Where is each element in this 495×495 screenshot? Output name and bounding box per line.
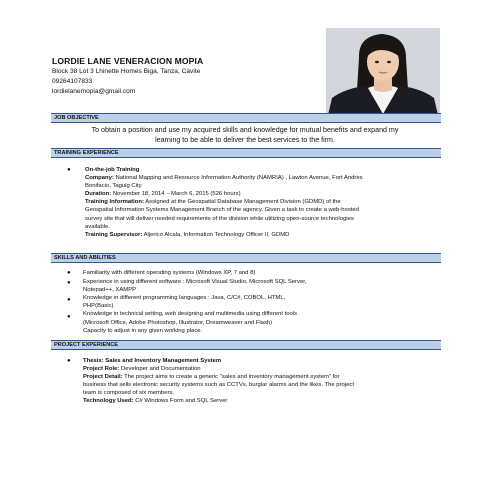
objective-line: learning to be able to deliver the best services to the firm.	[155, 135, 335, 144]
email: lordielanemopia@gmail.com	[52, 88, 136, 96]
bullet-icon: ●	[67, 280, 71, 286]
supervisor-text: Aljerico Alcala, Information Technology Officer II, GDMD	[143, 231, 290, 238]
training-heading: On-the-job Training	[85, 167, 140, 173]
project-role-text: Developer and Documentation	[120, 366, 201, 373]
project-detail-text: The project aims to create a generic "sales and inventory management system" for	[124, 374, 340, 381]
technology-label: Technology Used:	[83, 398, 134, 405]
project-details	[83, 357, 428, 406]
profile-photo	[326, 28, 440, 115]
project-detail-label: Project Detail:	[83, 374, 123, 381]
company-text: National Mapping and Resource Information Authority (NAMRIA) , Lawton Avenue, Fort Andres	[115, 175, 363, 182]
duration-text: November 18, 2014 – March 6, 2015 (526 hours)	[112, 191, 241, 198]
address: Block 38 Lot 3 Lhinette Homes Biga, Tanza, Cavite	[52, 68, 201, 75]
skill-item-cont: Notepad++, XAMPP	[83, 287, 137, 294]
section-header-training: TRAINING EXPERIENCE	[51, 148, 441, 158]
section-header-job-objective: JOB OBJECTIVE	[51, 113, 441, 123]
company-text-cont: Bonifacio, Taguig City	[85, 183, 142, 190]
project-detail-text: business that sells electronic security systems such as CCTVs, burglar alarms and the likes. The project	[83, 382, 354, 389]
project-detail-text: team is composed of six members.	[83, 390, 175, 397]
training-info-text: Geospatial Information Systems Management Branch of the agency. Given a task to create a web-hosted	[85, 207, 359, 214]
skill-item: Capacity to adjust in any given working place.	[83, 327, 203, 334]
skill-item: Knowledge in different programming languages : Java, C/C#, COBOL, HTML,	[83, 295, 286, 302]
bullet-icon: ●	[67, 297, 71, 303]
training-info-text: survey site that will deliver needed requirements of the division while utilizing open-source technologies	[85, 215, 354, 222]
contact-block	[52, 67, 200, 98]
supervisor-label: Training Supervisor:	[85, 231, 143, 238]
training-info-text: Assigned at the Geospatial Database Management Division (GDMD) of the	[145, 199, 341, 206]
objective-line: To obtain a position and use my acquired skills and knowledge for mutual benefits and expand my	[91, 126, 399, 134]
bullet-icon: ●	[67, 314, 71, 320]
section-header-skills: SKILLS AND ABILITIES	[51, 253, 441, 263]
training-info-text: available.	[85, 223, 110, 230]
bullet-icon: ●	[67, 167, 71, 173]
skill-item-cont: (Microsoft Office, Adobe Photoshop, Illustrator, Dreamweaver and Flash)	[83, 319, 273, 326]
company-label: Company:	[85, 175, 114, 182]
objective-text	[52, 126, 438, 145]
training-details	[85, 166, 430, 239]
section-header-project: PROJECT EXPERIENCE	[51, 340, 441, 350]
skill-item: Knowledge in technical writing, web designing and multimedia using different tools	[83, 311, 298, 318]
applicant-name: LORDIE LANE VENERACION MOPIA	[52, 56, 204, 66]
phone: 09264107833	[52, 78, 93, 86]
skills-list	[83, 269, 428, 335]
bullet-icon: ●	[67, 358, 71, 364]
project-role-label: Project Role:	[83, 366, 120, 373]
bullet-icon: ●	[67, 270, 71, 276]
thesis-title: Thesis: Sales and Inventory Management System	[83, 358, 222, 364]
skill-item-cont: PHP(Basic)	[83, 303, 114, 310]
skill-item: Experience in using different software : Microsoft Visual Studio, Microsoft SQL Server,	[83, 279, 307, 286]
training-info-label: Training Information:	[85, 199, 144, 206]
skill-item: Familiarity with different operating systems (Windows XP, 7 and 8)	[83, 270, 256, 276]
technology-text: C# Windows Form and SQL Server	[135, 398, 228, 405]
duration-label: Duration:	[85, 191, 112, 198]
